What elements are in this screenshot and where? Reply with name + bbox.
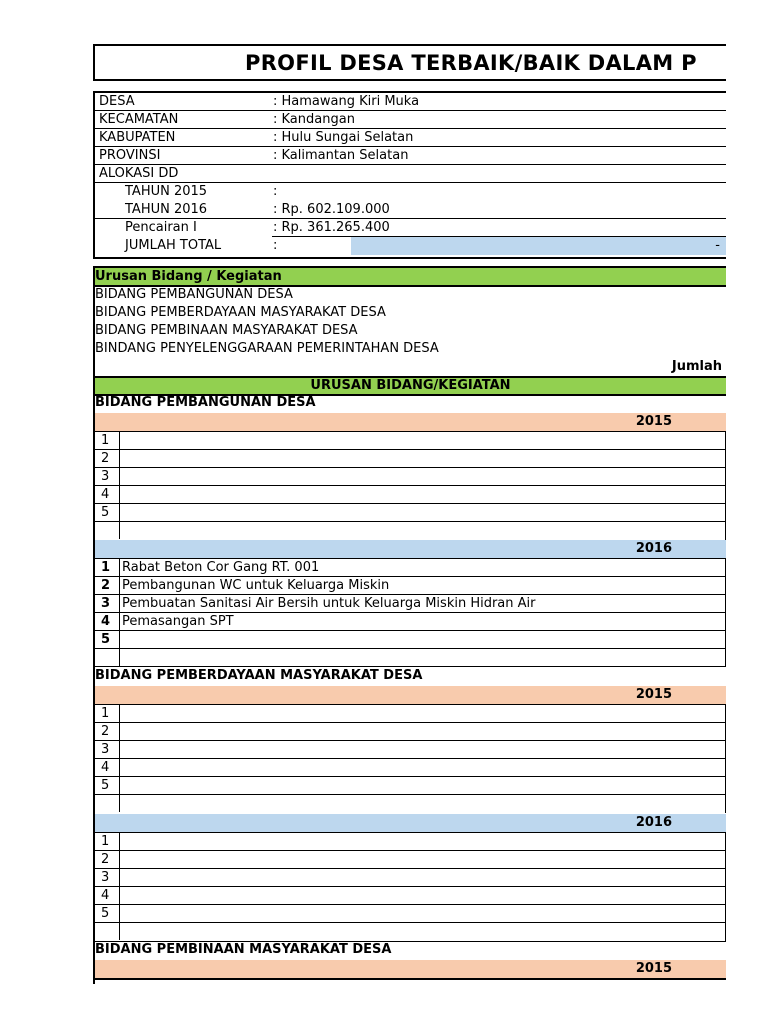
table-row <box>94 468 725 486</box>
row-number: 2 <box>94 450 120 467</box>
year-bar-2015 <box>93 413 726 431</box>
table-row <box>94 504 725 522</box>
row-number: 1 <box>94 833 120 850</box>
row-number: 3 <box>94 468 120 485</box>
table-row <box>94 923 725 941</box>
table-row <box>94 450 725 468</box>
row-number <box>94 649 120 666</box>
table-row <box>94 649 725 667</box>
info-value: : Hamawang Kiri Muka <box>273 94 420 109</box>
year-label: 2015 <box>635 961 672 976</box>
row-number: 5 <box>94 504 120 521</box>
info-label: KECAMATAN <box>99 112 179 127</box>
summary-header-label: Urusan Bidang / Kegiatan <box>95 269 282 284</box>
summary-item: BIDANG PEMBANGUNAN DESA <box>95 287 293 302</box>
table-row <box>94 759 725 777</box>
info-row-kabupaten <box>95 129 726 147</box>
village-info-table <box>93 91 726 259</box>
year-label: 2015 <box>635 687 672 702</box>
year-label: 2015 <box>635 414 672 429</box>
activity-name: Pemasangan SPT <box>122 614 234 629</box>
info-label: Pencairan I <box>125 220 197 235</box>
info-row-provinsi <box>95 147 726 165</box>
info-value: : Hulu Sungai Selatan <box>273 130 414 145</box>
info-value: : Kalimantan Selatan <box>273 148 409 163</box>
info-label: TAHUN 2015 <box>125 184 208 199</box>
info-row-tahun-2016 <box>95 201 726 219</box>
info-value: : Rp. 361.265.400 <box>273 220 390 235</box>
info-label: PROVINSI <box>99 148 161 163</box>
row-number: 5 <box>94 905 120 922</box>
table-row <box>94 522 725 540</box>
table-row <box>94 869 725 887</box>
row-number: 3 <box>94 869 120 886</box>
page-title: PROFIL DESA TERBAIK/BAIK DALAM P <box>245 51 697 75</box>
row-number: 4 <box>94 486 120 503</box>
table-row <box>94 741 725 759</box>
year-label: 2016 <box>635 541 672 556</box>
activity-table-2015 <box>93 431 726 540</box>
detail-header-label: URUSAN BIDANG/KEGIATAN <box>310 378 511 393</box>
row-number: 4 <box>94 613 120 630</box>
total-dash: - <box>715 238 720 253</box>
table-row <box>94 833 725 851</box>
row-number: 2 <box>94 851 120 868</box>
row-number: 1 <box>94 559 120 576</box>
summary-item: BIDANG PEMBINAAN MASYARAKAT DESA <box>95 323 358 338</box>
table-row <box>94 705 725 723</box>
table-row <box>94 851 725 869</box>
activity-name: Pembuatan Sanitasi Air Bersih untuk Keluarga Miskin Hidran Air <box>122 596 536 611</box>
year-label: 2016 <box>635 815 672 830</box>
table-row <box>94 613 725 631</box>
table-row <box>94 486 725 504</box>
jumlah-label: Jumlah <box>671 359 722 374</box>
table-row <box>94 559 725 577</box>
summary-header <box>93 266 726 287</box>
row-number: 2 <box>94 723 120 740</box>
info-row-alokasi <box>95 165 726 183</box>
info-value: : Kandangan <box>273 112 355 127</box>
info-row-tahun-2015 <box>95 183 726 201</box>
info-value: : <box>273 184 278 199</box>
row-number: 1 <box>94 432 120 449</box>
table-row <box>94 795 725 813</box>
info-label: JUMLAH TOTAL <box>125 238 222 253</box>
row-number: 1 <box>94 705 120 722</box>
info-row-pencairan <box>95 219 726 237</box>
detail-header <box>93 376 726 396</box>
info-row-kecamatan <box>95 111 726 129</box>
row-number <box>94 795 120 812</box>
row-number: 4 <box>94 887 120 904</box>
year-bar-2015 <box>93 960 726 980</box>
info-label: ALOKASI DD <box>99 166 179 181</box>
table-row <box>94 631 725 649</box>
section-title: BIDANG PEMBINAAN MASYARAKAT DESA <box>95 942 392 957</box>
activity-table-2015 <box>93 704 726 813</box>
left-border <box>93 266 95 984</box>
year-bar-2016 <box>93 814 726 832</box>
row-number: 5 <box>94 777 120 794</box>
table-row <box>94 595 725 613</box>
activity-name: Pembangunan WC untuk Keluarga Miskin <box>122 578 390 593</box>
activity-table-2016 <box>93 558 726 667</box>
year-bar-2015 <box>93 686 726 704</box>
row-number: 2 <box>94 577 120 594</box>
row-number <box>94 522 120 539</box>
table-row <box>94 577 725 595</box>
info-row-desa <box>95 93 726 111</box>
summary-item: BIDANG PEMBERDAYAAN MASYARAKAT DESA <box>95 305 386 320</box>
activity-name: Rabat Beton Cor Gang RT. 001 <box>122 560 320 575</box>
table-row <box>94 432 725 450</box>
table-row <box>94 723 725 741</box>
info-value: : <box>273 238 278 253</box>
row-number: 4 <box>94 759 120 776</box>
title-box <box>93 44 726 81</box>
summary-item: BINDANG PENYELENGGARAAN PEMERINTAHAN DESA <box>95 341 439 356</box>
info-value: : Rp. 602.109.000 <box>273 202 390 217</box>
info-label: KABUPATEN <box>99 130 176 145</box>
row-number <box>94 923 120 940</box>
info-row-jumlah-total <box>95 237 726 255</box>
section-title: BIDANG PEMBANGUNAN DESA <box>95 395 316 410</box>
table-row <box>94 905 725 923</box>
spreadsheet <box>93 44 726 984</box>
row-number: 3 <box>94 741 120 758</box>
table-row <box>94 887 725 905</box>
total-cell <box>351 237 726 255</box>
section-title: BIDANG PEMBERDAYAAN MASYARAKAT DESA <box>95 668 423 683</box>
table-row <box>94 777 725 795</box>
row-number: 5 <box>94 631 120 648</box>
row-number: 3 <box>94 595 120 612</box>
year-bar-2016 <box>93 540 726 558</box>
activity-table-2016 <box>93 832 726 941</box>
info-label: DESA <box>99 94 135 109</box>
info-label: TAHUN 2016 <box>125 202 208 217</box>
